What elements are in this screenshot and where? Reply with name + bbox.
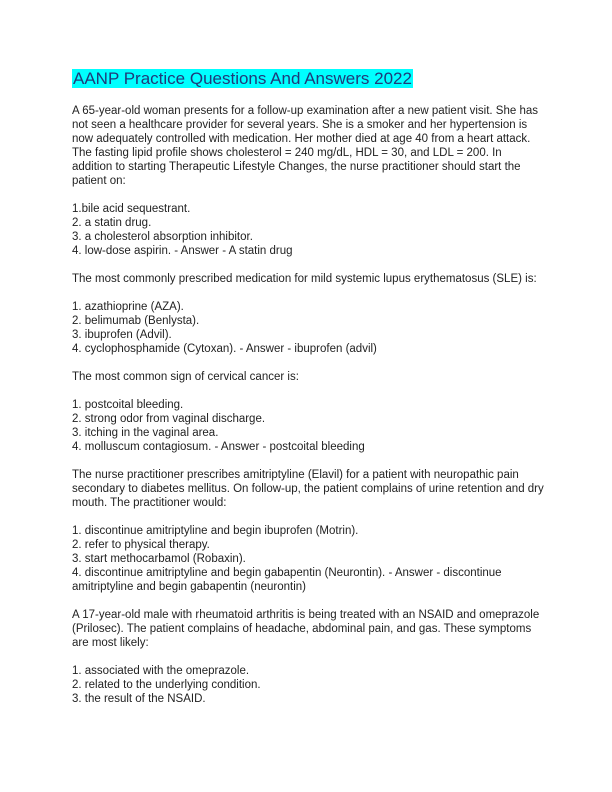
answer-option: 1. postcoital bleeding. — [72, 399, 184, 411]
answer-options — [72, 202, 544, 258]
title-wrap — [72, 70, 544, 90]
answer-option: 2. a statin drug. — [72, 217, 152, 229]
answer-option: 2. refer to physical therapy. — [72, 539, 210, 551]
question-stem: The most common sign of cervical cancer is: — [72, 371, 299, 383]
answer-option: 3. ibuprofen (Advil). — [72, 329, 172, 341]
answer-option: 4. low-dose aspirin. - Answer - A statin drug — [72, 245, 293, 257]
answer-options — [72, 300, 544, 356]
answer-options — [72, 398, 544, 454]
answer-option: 3. the result of the NSAID. — [72, 693, 206, 705]
answer-option: 4. discontinue amitriptyline and begin gabapentin (Neurontin). - Answer - discontinue amitriptyline and begin gabapentin (neurontin) — [72, 567, 502, 593]
answer-option: 2. strong odor from vaginal discharge. — [72, 413, 266, 425]
answer-option: 3. itching in the vaginal area. — [72, 427, 219, 439]
question-stem: A 17-year-old male with rheumatoid arthritis is being treated with an NSAID and omeprazole (Prilosec). The patient complains of headache, abdominal pain, and gas. These symptoms are most likely: — [72, 609, 540, 649]
answer-option: 1. azathioprine (AZA). — [72, 301, 184, 313]
answer-option: 2. related to the underlying condition. — [72, 679, 261, 691]
answer-option: 2. belimumab (Benlysta). — [72, 315, 200, 327]
answer-option: 4. molluscum contagiosum. - Answer - postcoital bleeding — [72, 441, 365, 453]
document-title: AANP Practice Questions And Answers 2022 — [73, 69, 412, 88]
question-block — [72, 272, 544, 356]
question-stem: The most commonly prescribed medication for mild systemic lupus erythematosus (SLE) is: — [72, 273, 537, 285]
question-stem: The nurse practitioner prescribes amitriptyline (Elavil) for a patient with neuropathic pain secondary to diabetes mellitus. On follow-up, the patient complains of urine retention and dry mouth. The practitioner would: — [72, 469, 544, 509]
answer-option: 3. a cholesterol absorption inhibitor. — [72, 231, 253, 243]
question-block — [72, 104, 544, 258]
question-stem: A 65-year-old woman presents for a follow-up examination after a new patient visit. She has not seen a healthcare provider for several years. She is a smoker and her hypertension is now adequately controlled with medication. Her mother died at age 40 from a heart attack. The fasting lipid profile shows cholesterol = 240 mg/dL, HDL = 30, and LDL = 200. In addition to starting Therapeutic Lifestyle Changes, the nurse practitioner should start the patient on: — [72, 105, 538, 187]
answer-options — [72, 524, 544, 594]
answer-options — [72, 664, 544, 706]
answer-option: 3. start methocarbamol (Robaxin). — [72, 553, 246, 565]
document-page — [72, 70, 544, 720]
answer-option: 1.bile acid sequestrant. — [72, 203, 191, 215]
answer-option: 1. discontinue amitriptyline and begin ibuprofen (Motrin). — [72, 525, 359, 537]
question-block — [72, 608, 544, 706]
question-block — [72, 370, 544, 454]
answer-option: 4. cyclophosphamide (Cytoxan). - Answer - ibuprofen (advil) — [72, 343, 377, 355]
answer-option: 1. associated with the omeprazole. — [72, 665, 250, 677]
question-block — [72, 468, 544, 594]
